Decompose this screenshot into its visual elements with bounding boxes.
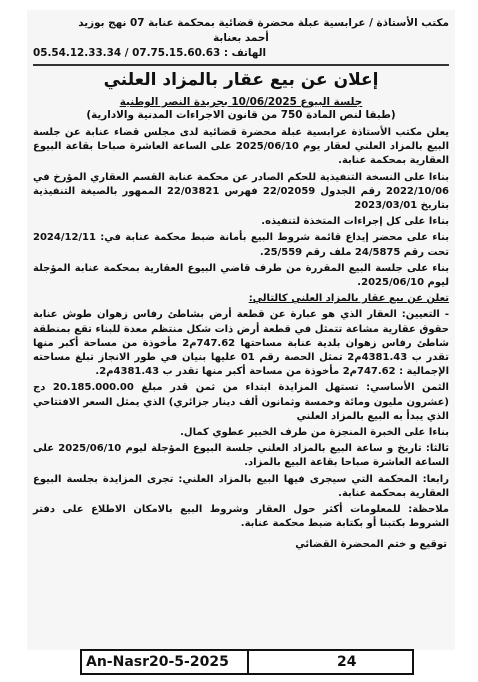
announcement-page [27,10,455,650]
paragraph: ثالثا: تاريخ و ساعة البيع بالمزاد العلني جلسة البيوع المؤجلة ليوم 2025/06/10 على الساعة العاشرة صباحا بقاعة البيع بالمزاد. [33,443,449,469]
header-divider [33,64,449,66]
signature-line: توقيع و ختم المحضرة القضائي [295,539,447,551]
paragraph: تعلن عن بيع عقار بالمزاد العلني كالتالي: [248,293,449,305]
announcement-body [27,122,455,531]
paragraph: يعلن مكتب الأستاذة عرابسية عبلة محضرة قضائية لدى مجلس قضاء عنابة عن جلسة البيع بالمزاد العلني لعقار يوم 2025/06/10 على الساعة العاشرة صباحا بقاعة البيوع العقارية بمحكمة عنابة. [33,127,449,167]
office-phones: 05.54.12.33.34 / 07.75.15.60.63 : الهاتف [33,47,267,59]
footer-divider [247,651,249,673]
paragraph: رابعا: المحكمة التي سيجرى فيها البيع بالمزاد العلني: تجرى المزايدة بجلسة البيوع العقارية بمحكمة عنابة. [33,473,449,499]
page-number: 24 [337,654,357,670]
paragraph: بناءا على النسخة التنفيذية للحكم الصادر عن محكمة عنابة القسم العقاري المؤرخ في 2022/10/06 رقم الجدول 22/02059 فهرس 22/03821 الممهور بالصيغة التنفيذية بتاريخ 2023/03/01 [33,171,449,212]
paragraph: بناء على جلسة البيع المقررة من طرف قاضي البيوع العقارية بمحكمة عنابة المؤجلة ليوم 2025/06/10. [33,262,449,289]
paragraph: بناءا على الخبرة المنجزة من طرف الخبير عطوي كمال. [180,427,449,439]
office-header [27,10,455,61]
office-line: مكتب الأستاذة / عرابسية عبلة محضرة قضائية بمحكمة عنابة 07 نهج بوزيد [78,17,449,29]
legal-subtitle: (طبقا لنص المادة 750 من قانون الاجراءات المدنية والادارية) [86,109,396,121]
session-subtitle: جلسة البيوع 10/06/2025 بجريدة النصر الوطنية [119,96,363,108]
office-name: أحمد بعنابة [213,32,269,44]
paragraph: - التعيين: العقار الذي هو عبارة عن قطعة أرض بشاطئ رفاس زهوان طوش عنابة حقوق عقارية مشاعة تتمثل في قطعة أرض ذات شكل منتظم معدة للبناء تقع بمنطقة شاطئ رفاس زهوان بلدية عنابة مساحتها 747.62م2 مأخوذة من مساحة أكبر منها تقدر ب 4381.43م2 تمثل الحصة رقم 01 عليها بنيان في طور الانجاز تبلغ مساحته الإجمالية : 747.62م2 مأخوذة من مساحة أكبر منها تقدر ب 4381.43م2. [33,309,450,378]
announcement-title: إعلان عن بيع عقار بالمزاد العلني [103,70,379,90]
paragraph: بناءا على كل إجراءات المتخذة لتنفيذه. [261,216,449,228]
newspaper-date: An-Nasr20-5-2025 [86,654,229,670]
paragraph: الثمن الأساسي: تستهل المزايدة ابتداء من ثمن قدر مبلغ 20.185.000.00 دج (عشرون مليون ومائة وخمسة وثمانون ألف دينار جزائري) الذي يمثل السعر الافتتاحي الذي يبدأ به البيع بالمزاد العلني [33,382,449,422]
page-footer [80,649,414,675]
paragraph: بناء على محضر إيداع قائمة شروط البيع بأمانة ضبط محكمة عنابة في: 2024/12/11 تحت رقم 24/5875 ملف رقم 25/559. [33,232,449,258]
paragraph: ملاحظة: للمعلومات أكثر حول العقار وشروط البيع بالامكان الاطلاع على دفتر الشروط بكتبنا أو بكتابة ضبط محكمة عنابة. [33,504,449,530]
